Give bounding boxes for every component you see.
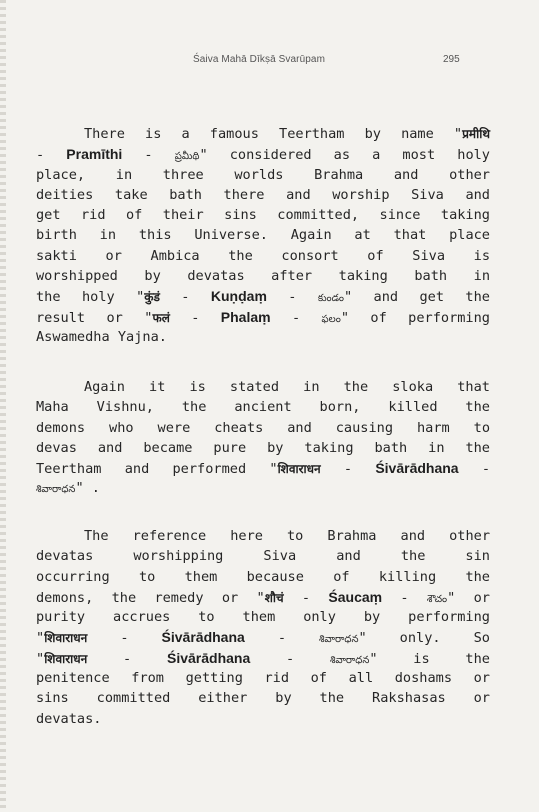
text-line: sakti or Ambica the consort of Siva is	[36, 247, 490, 264]
running-header	[0, 54, 539, 70]
text-line: sins committed either by the Rakshasas or	[36, 690, 490, 707]
devanagari-term: शिवाराधन	[44, 651, 88, 666]
text-run: "	[36, 630, 45, 647]
telugu-term: శివారాధన	[36, 484, 76, 496]
text-line: Maha Vishnu, the ancient born, killed the	[36, 399, 490, 416]
text-line	[36, 458, 490, 478]
running-title: Śaiva Mahā Dīkṣā Svarūpam	[193, 54, 326, 65]
telugu-term: శివారాధన	[329, 654, 370, 666]
text-run: -	[270, 309, 322, 326]
devanagari-term: प्रमीथि	[462, 127, 490, 141]
text-run: Teertham and performed "	[36, 461, 278, 478]
text-run: -	[169, 309, 221, 326]
telugu-term: ఫలం	[321, 313, 341, 325]
text-run: -	[36, 147, 67, 164]
paragraph-penitence	[36, 526, 490, 729]
telugu-term: శివారాధన	[319, 634, 359, 646]
text-run: " and get the	[343, 289, 490, 306]
text-line: The reference here to Brahma and other	[84, 528, 490, 544]
text-line: occurring to them because of killing the	[36, 568, 490, 585]
text-line: demons who were cheats and causing harm to	[36, 419, 490, 436]
devanagari-term: शिवाराधन	[44, 631, 88, 646]
text-line	[36, 587, 490, 607]
telugu-term: కుండం	[317, 293, 344, 305]
text-line: deities take bath there and worship Siva and	[36, 186, 490, 203]
text-run: -	[320, 461, 376, 478]
transliterated-term: Śaucaṃ	[328, 588, 383, 605]
transliterated-term: Kuṇḍaṃ	[210, 288, 267, 305]
text-run: the holy "	[36, 289, 145, 306]
text-line	[36, 286, 490, 306]
text-run: result or "	[36, 309, 153, 326]
devanagari-term: कुंडं	[144, 290, 160, 305]
text-run: -	[283, 589, 329, 606]
text-run: demons, the remedy or "	[36, 589, 265, 606]
text-run: " only. So	[358, 630, 490, 647]
text-run: -	[122, 147, 175, 164]
text-run: -	[87, 650, 167, 667]
text-line: devatas.	[36, 710, 102, 727]
text-run: "	[36, 650, 45, 667]
text-line: Again it is stated in the sloka that	[84, 379, 490, 395]
text-run: -	[382, 589, 427, 606]
transliterated-term: Śivārādhana	[375, 460, 459, 477]
text-run: " .	[75, 480, 100, 497]
text-run: -	[159, 289, 211, 306]
text-line: place, in three worlds Brahma and other	[36, 166, 490, 183]
text-line	[36, 124, 490, 144]
devanagari-term: शिवाराधन	[277, 462, 321, 477]
text-line: worshipped by devatas after taking bath in	[36, 268, 490, 285]
paragraph-teertham	[36, 124, 490, 347]
text-run: " is the	[369, 650, 490, 667]
paragraph-vishnu	[36, 377, 490, 499]
text-run: -	[87, 630, 162, 647]
devanagari-term: शौचं	[264, 590, 284, 605]
text-run: " of performing	[340, 309, 490, 326]
transliterated-term: Śivārādhana	[166, 649, 251, 666]
text-line: penitence from getting rid of all doshams or	[36, 670, 490, 687]
text-line	[36, 307, 490, 327]
devanagari-term: फलं	[152, 310, 170, 325]
text-line: birth in this Universe. Again at that place	[36, 227, 490, 244]
text-line	[36, 627, 490, 647]
text-run: -	[244, 630, 320, 647]
text-line	[36, 478, 490, 498]
text-run: There is a famous Teertham by name "	[84, 126, 463, 142]
page-number: 295	[443, 54, 460, 65]
text-run: " considered as a most holy	[199, 147, 490, 164]
text-run: " or	[447, 589, 490, 606]
transliterated-term: Pramīthi	[66, 146, 123, 163]
transliterated-term: Śivārādhana	[161, 629, 245, 646]
text-line	[36, 648, 490, 668]
telugu-term: శౌచం	[426, 593, 448, 605]
transliterated-term: Phalaṃ	[220, 308, 271, 325]
text-line: Aswamedha Yajna.	[36, 328, 167, 345]
page-binding-edge	[0, 0, 6, 812]
text-run: -	[458, 461, 491, 478]
text-line: get rid of their sins committed, since taking	[36, 207, 490, 224]
text-line: devas and became pure by taking bath in the	[36, 439, 490, 456]
text-line: devatas worshipping Siva and the sin	[36, 548, 490, 565]
text-run: -	[266, 289, 318, 306]
text-run: -	[250, 650, 330, 667]
telugu-term: ప్రమీథి	[174, 151, 200, 163]
text-line: purity accrues to them only by performing	[36, 609, 490, 626]
text-line	[36, 144, 490, 164]
